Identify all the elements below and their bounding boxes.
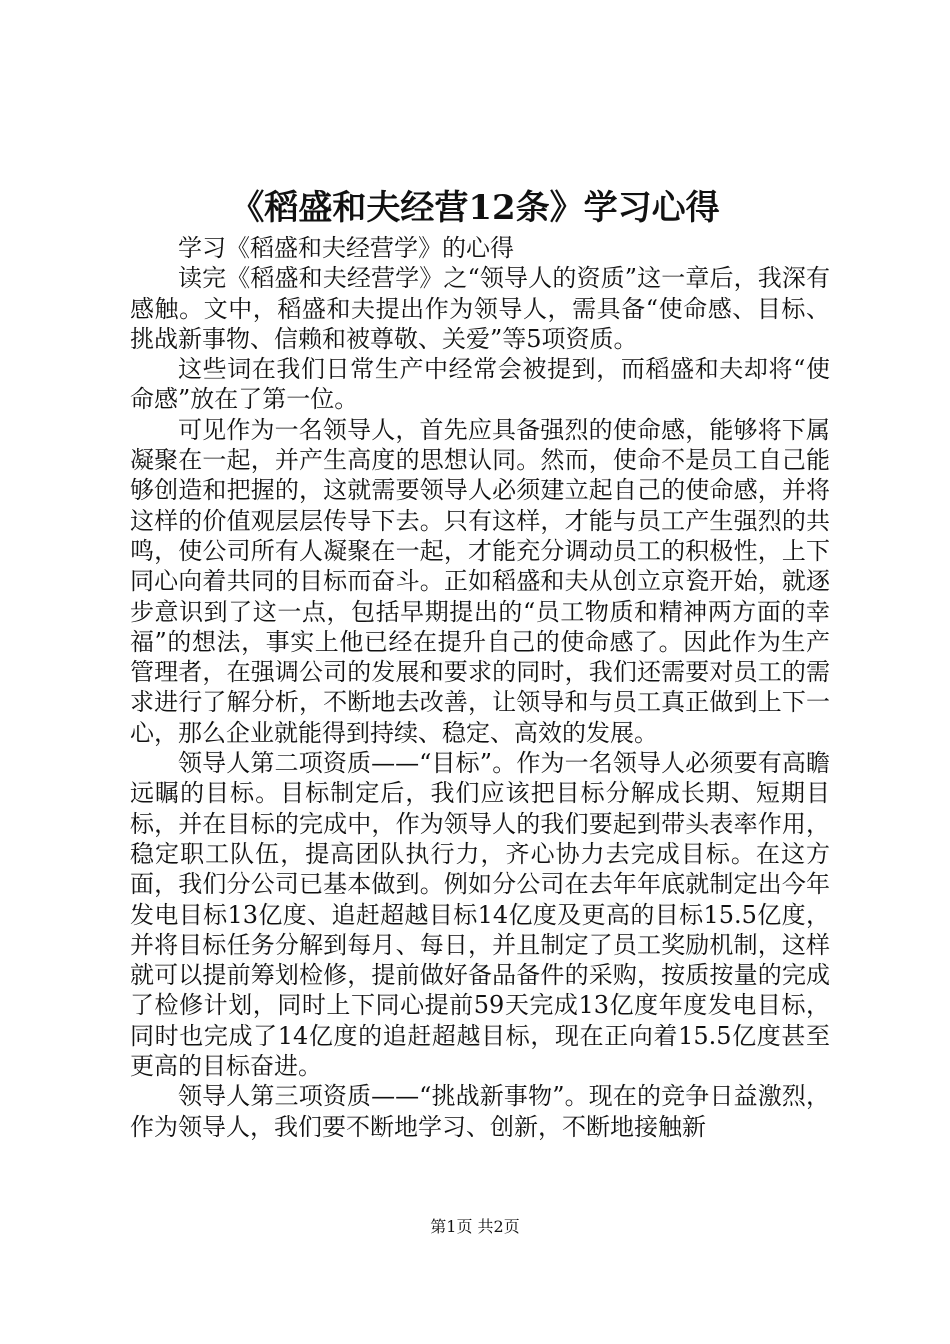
document-body	[130, 233, 830, 1142]
paragraph-challenge: 领导人第三项资质——“挑战新事物”。现在的竞争日益激烈，作为领导人，我们要不断地学习、创新，不断地接触新	[130, 1082, 830, 1141]
page-number-footer: 第1页 共2页	[430, 1217, 520, 1236]
paragraph-mission: 可见作为一名领导人，首先应具备强烈的使命感，能够将下属凝聚在一起，并产生高度的思想认同。然而，使命不是员工自己能够创造和把握的，这就需要领导人必须建立起自己的使命感，并将这样的价值观层层传导下去。只有这样，才能与员工产生强烈的共鸣，使公司所有人凝聚在一起，才能充分调动员工的积极性，上下同心向着共同的目标而奋斗。正如稻盛和夫从创立京瓷开始，就逐步意识到了这一点，包括早期提出的“员工物质和精神两方面的幸福”的想法，事实上他已经在提升自己的使命感了。因此作为生产管理者，在强调公司的发展和要求的同时，我们还需要对员工的需求进行了解分析，不断地去改善，让领导和与员工真正做到上下一心，那么企业就能得到持续、稳定、高效的发展。	[130, 415, 830, 747]
document-title: 《稻盛和夫经营12条》学习心得	[230, 188, 720, 228]
paragraph-intro: 读完《稻盛和夫经营学》之“领导人的资质”这一章后，我深有感触。文中，稻盛和夫提出作为领导人，需具备“使命感、目标、挑战新事物、信赖和被尊敬、关爱”等5项资质。	[130, 264, 830, 353]
paragraph-subtitle: 学习《稻盛和夫经营学》的心得	[178, 234, 514, 262]
paragraph-goals: 领导人第二项资质——“目标”。作为一名领导人必须要有高瞻远瞩的目标。目标制定后，我们应该把目标分解成长期、短期目标，并在目标的完成中，作为领导人的我们要起到带头表率作用，稳定职工队伍，提高团队执行力，齐心协力去完成目标。在这方面，我们分公司已基本做到。例如分公司在去年年底就制定出今年发电目标13亿度、追赶超越目标14亿度及更高的目标15.5亿度，并将目标任务分解到每月、每日，并且制定了员工奖励机制，这样就可以提前筹划检修，提前做好备品备件的采购，按质按量的完成了检修计划，同时上下同心提前59天完成13亿度年度发电目标，同时也完成了14亿度的追赶超越目标，现在正向着15.5亿度甚至更高的目标奋进。	[130, 749, 830, 1081]
paragraph-mission-priority: 这些词在我们日常生产中经常会被提到，而稻盛和夫却将“使命感”放在了第一位。	[130, 355, 830, 414]
